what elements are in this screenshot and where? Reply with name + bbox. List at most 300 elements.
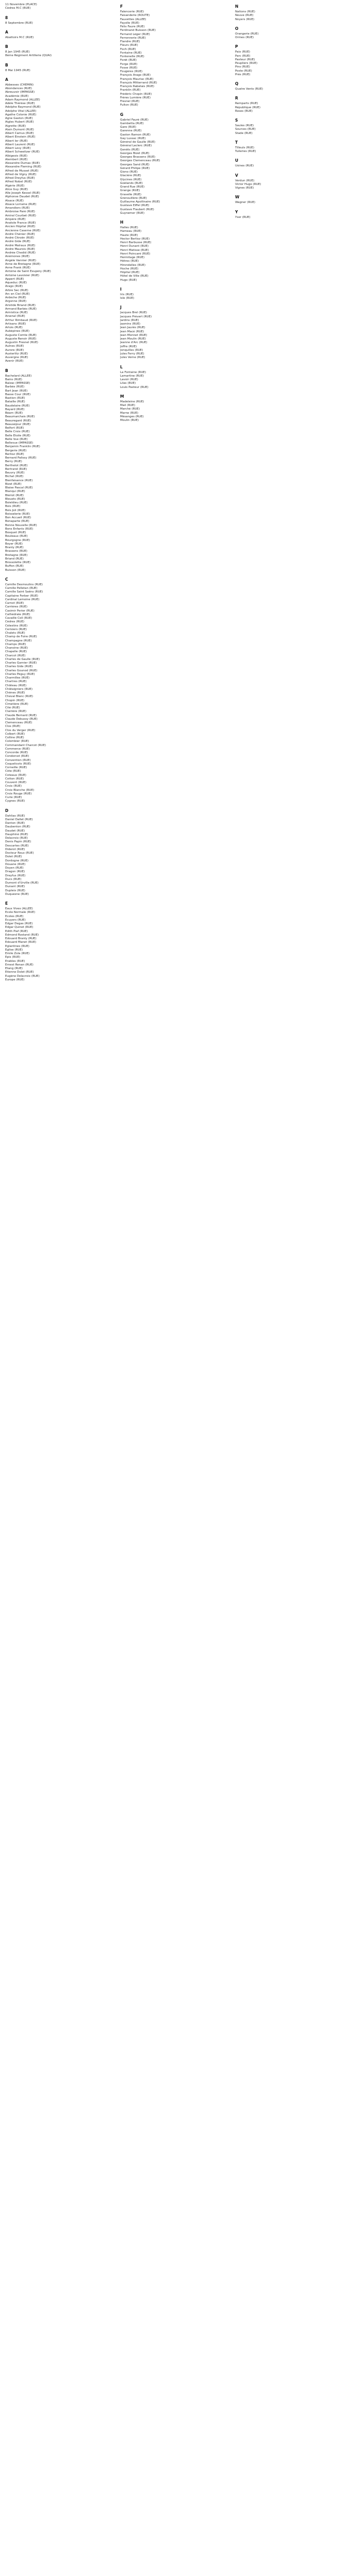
street-entry[interactable]: Claude Bernard (RUE)	[5, 714, 37, 717]
street-entry[interactable]: Bourgogne (RUE)	[5, 538, 30, 542]
street-entry[interactable]: Arc en Ciel (RUE)	[5, 292, 30, 296]
street-entry[interactable]: Arago (RUE)	[5, 285, 23, 289]
street-entry[interactable]: Charles de Gaulle (RUE)	[5, 657, 40, 661]
street-entry[interactable]: Edgar Degas (RUE)	[5, 922, 33, 925]
street-entry[interactable]: Balzac (IMPASSE)	[5, 382, 30, 385]
street-entry[interactable]: Georges Bizet (RUE)	[120, 151, 150, 155]
street-entry[interactable]: Albert Ier (RUE)	[5, 139, 28, 143]
street-entry[interactable]: Bleuets (RUE)	[5, 497, 25, 501]
street-entry[interactable]: Jasmins (RUE)	[120, 323, 141, 326]
street-entry[interactable]: Dahlias (RUE)	[5, 814, 25, 818]
street-entry[interactable]: Wagner (RUE)	[235, 201, 256, 205]
street-entry[interactable]: Georges Clemenceau (RUE)	[120, 159, 160, 163]
street-entry[interactable]: Bertrand (RUE)	[5, 467, 27, 471]
street-entry[interactable]: Blaise Pascal (RUE)	[5, 486, 33, 489]
street-entry[interactable]: Bernard Palissy (RUE)	[5, 456, 37, 460]
street-entry[interactable]: Croix Blanche (RUE)	[5, 788, 35, 792]
street-entry[interactable]: Appert (RUE)	[5, 277, 24, 281]
street-entry[interactable]: Ferronnerie (RUE)	[120, 36, 146, 40]
street-entry[interactable]: Dauphiné (RUE)	[5, 833, 28, 836]
street-entry[interactable]: Adam Raymond (ALLÉE)	[5, 98, 40, 101]
street-entry[interactable]: Yser (RUE)	[235, 215, 251, 219]
street-entry[interactable]: Cimetière (RUE)	[5, 702, 28, 706]
street-entry[interactable]: Bastion (RUE)	[5, 397, 25, 400]
street-entry[interactable]: Baudelaire (RUE)	[5, 404, 30, 408]
street-entry[interactable]: Ecuyers (RUE)	[5, 918, 26, 922]
street-entry[interactable]: Henri Poincaré (RUE)	[120, 252, 151, 256]
street-entry[interactable]: Emile Zola (RUE)	[5, 952, 30, 955]
street-entry[interactable]: Fontenelle (RUE)	[120, 55, 144, 58]
street-entry[interactable]: Fauvettes (ALLÉE)	[120, 18, 146, 21]
street-entry[interactable]: Ampère (RUE)	[5, 217, 26, 221]
street-entry[interactable]: Austerlitz (RUE)	[5, 352, 28, 355]
street-entry[interactable]: Champ de Foire (RUE)	[5, 635, 37, 639]
street-entry[interactable]: Jardins (RUE)	[120, 318, 139, 322]
street-entry[interactable]: Agne Gaston (RUE)	[5, 117, 33, 120]
street-entry[interactable]: Blériot (RUE)	[5, 494, 24, 497]
street-entry[interactable]: Eaux Vives (ALLÉE)	[5, 907, 33, 910]
street-entry[interactable]: Alsace (RUE)	[5, 199, 24, 202]
street-entry[interactable]: Avenir (RUE)	[5, 360, 24, 363]
street-entry[interactable]: Berry (RUE)	[5, 460, 22, 464]
street-entry[interactable]: Alle Joseph Kessel (RUE)	[5, 192, 40, 195]
street-entry[interactable]: Franklin (RUE)	[120, 89, 141, 92]
street-entry[interactable]: Ardèche (RUE)	[5, 296, 26, 299]
street-entry[interactable]: Bonne Nouvelle (RUE)	[5, 523, 37, 527]
street-entry[interactable]: Clemenceau (RUE)	[5, 721, 32, 724]
street-entry[interactable]: Mail (RUE)	[120, 404, 136, 407]
street-entry[interactable]: Fulton (RUE)	[120, 104, 138, 107]
street-entry[interactable]: Georges Sand (RUE)	[120, 163, 150, 166]
street-entry[interactable]: Douane (RUE)	[5, 862, 26, 866]
street-entry[interactable]: Camille Pelletan (RUE)	[5, 587, 38, 590]
street-entry[interactable]: 8 Jan 1945 (RUE)	[5, 50, 30, 54]
street-entry[interactable]: Ambroise Paré (RUE)	[5, 210, 35, 214]
street-entry[interactable]: André Maurois (RUE)	[5, 247, 35, 251]
street-entry[interactable]: Commandant Charcot (RUE)	[5, 743, 46, 747]
street-entry[interactable]: Charmilles (RUE)	[5, 676, 30, 680]
street-entry[interactable]: Briand (RUE)	[5, 557, 24, 561]
street-entry[interactable]: Blanqui (RUE)	[5, 490, 25, 494]
street-entry[interactable]: Fontaine (RUE)	[120, 51, 142, 55]
street-entry[interactable]: Poste (RUE)	[235, 69, 252, 73]
street-entry[interactable]: Alfred Nobel (RUE)	[5, 180, 32, 184]
street-entry[interactable]: Haute (RUE)	[120, 233, 138, 237]
street-entry[interactable]: Berthelot (RUE)	[5, 464, 28, 467]
street-entry[interactable]: Hêtres (RUE)	[120, 260, 139, 263]
street-entry[interactable]: Frères Lumière (RUE)	[120, 96, 151, 99]
street-entry[interactable]: Tuileries (RUE)	[235, 150, 256, 153]
street-entry[interactable]: Flandre (RUE)	[120, 40, 140, 43]
street-entry[interactable]: Ecole Normale (RUE)	[5, 911, 36, 914]
street-entry[interactable]: Champs (RUE)	[5, 642, 26, 646]
street-entry[interactable]: Colbert (RUE)	[5, 732, 25, 736]
street-entry[interactable]: Gustave Eiffel (RUE)	[120, 204, 150, 208]
street-entry[interactable]: Bois (RUE)	[5, 505, 21, 509]
street-entry[interactable]: Colombier (RUE)	[5, 740, 29, 743]
street-entry[interactable]: Pins (RUE)	[235, 65, 250, 69]
street-entry[interactable]: Bachelard (ALLÉE)	[5, 374, 32, 378]
street-entry[interactable]: Genêts (RUE)	[120, 148, 140, 151]
street-entry[interactable]: Andrée Chedid (RUE)	[5, 251, 36, 255]
street-entry[interactable]: Lavoir (RUE)	[120, 378, 138, 381]
street-entry[interactable]: Auvergne (RUE)	[5, 356, 28, 359]
street-entry[interactable]: François Rabelais (RUE)	[120, 85, 155, 88]
street-entry[interactable]: Augustin Fresnel (RUE)	[5, 341, 38, 344]
street-entry[interactable]: Ancienne Caserne (RUE)	[5, 229, 41, 232]
street-entry[interactable]: Albert Camus (RUE)	[5, 132, 34, 135]
street-entry[interactable]: Arbre Sec (RUE)	[5, 289, 28, 292]
street-entry[interactable]: Claude Debussy (RUE)	[5, 717, 38, 721]
street-entry[interactable]: Dunant (RUE)	[5, 885, 25, 889]
street-entry[interactable]: Amiral Courbet (RUE)	[5, 214, 36, 217]
street-entry[interactable]: 11 Novembre (PLACE)	[5, 3, 37, 6]
street-entry[interactable]: Jacques Brel (RUE)	[120, 311, 147, 315]
street-entry[interactable]: Charles Gounod (RUE)	[5, 669, 38, 672]
street-entry[interactable]: André Chénier (RUE)	[5, 232, 35, 236]
street-entry[interactable]: Jeanne d'Arc (RUE)	[120, 341, 147, 345]
street-entry[interactable]: Marne (RUE)	[120, 411, 139, 415]
street-entry[interactable]: Grand Rue (RUE)	[120, 185, 145, 189]
street-entry[interactable]: Bichat (RUE)	[5, 475, 24, 479]
street-entry[interactable]: Cèdres (RUE)	[5, 620, 25, 624]
street-entry[interactable]: Général Leclerc (RUE)	[120, 144, 152, 148]
street-entry[interactable]: Dragon (RUE)	[5, 870, 25, 874]
street-entry[interactable]: Roses (RUE)	[235, 109, 253, 113]
street-entry[interactable]: Couvent (RUE)	[5, 781, 27, 784]
street-entry[interactable]: Adolphe Raymond (RUE)	[5, 106, 41, 109]
street-entry[interactable]: Ferdinand Buisson (RUE)	[120, 29, 156, 32]
street-entry[interactable]: Alfred de Vigny (RUE)	[5, 173, 37, 176]
street-entry[interactable]: Bergerie (RUE)	[5, 449, 27, 452]
street-entry[interactable]: Edmond Rostand (RUE)	[5, 933, 39, 937]
street-entry[interactable]: Hermitage (RUE)	[120, 256, 145, 259]
street-entry[interactable]: Ducs (RUE)	[5, 877, 22, 881]
street-entry[interactable]: Parc (RUE)	[235, 54, 251, 58]
street-entry[interactable]: Henri Dunant (RUE)	[120, 245, 149, 248]
street-entry[interactable]: Daubenton (RUE)	[5, 825, 30, 829]
street-entry[interactable]: Noyers (RUE)	[235, 18, 255, 21]
street-entry[interactable]: Dreyfus (RUE)	[5, 874, 26, 877]
street-entry[interactable]: Gabriel Fauré (RUE)	[120, 118, 148, 122]
street-entry[interactable]: Faïencerie (RUE)	[120, 10, 144, 13]
street-entry[interactable]: Jonquilles (RUE)	[120, 348, 143, 352]
street-entry[interactable]: Bart Jean (RUE)	[5, 389, 28, 393]
street-entry[interactable]: Jules Ferry (RUE)	[120, 352, 144, 355]
street-entry[interactable]: Alfred Dreyfus (RUE)	[5, 177, 35, 180]
street-entry[interactable]: Diderot (RUE)	[5, 848, 25, 851]
street-entry[interactable]: Aristide Briand (RUE)	[5, 303, 36, 307]
street-entry[interactable]: Clairière (RUE)	[5, 710, 27, 714]
street-entry[interactable]: Adolphe Vital (ALLÉE)	[5, 109, 37, 113]
street-entry[interactable]: Auguste Renoir (RUE)	[5, 337, 37, 341]
street-entry[interactable]: Verdun (RUE)	[235, 179, 255, 182]
street-entry[interactable]: Charles Péguy (RUE)	[5, 672, 35, 676]
street-entry[interactable]: Eugène Delacroix (RUE)	[5, 974, 40, 978]
street-entry[interactable]: Alembert (RUE)	[5, 158, 28, 161]
street-entry[interactable]: Cité (RUE)	[5, 706, 20, 709]
street-entry[interactable]: Vignes (RUE)	[235, 187, 254, 190]
street-entry[interactable]: Cavaillé Coll (RUE)	[5, 617, 32, 620]
street-entry[interactable]: Charles Gide (RUE)	[5, 665, 33, 669]
street-entry[interactable]: Auguste Comte (RUE)	[5, 333, 37, 337]
street-entry[interactable]: Edith Piaf (RUE)	[5, 929, 28, 933]
street-entry[interactable]: Epis (RUE)	[5, 956, 21, 959]
street-entry[interactable]: Hôpital (RUE)	[120, 271, 140, 274]
street-entry[interactable]: Bouleaux (RUE)	[5, 535, 28, 538]
street-entry[interactable]: Albert Levy (RUE)	[5, 147, 31, 150]
street-entry[interactable]: Bataille (RUE)	[5, 400, 25, 404]
street-entry[interactable]: Jules Verne (RUE)	[120, 356, 145, 360]
street-entry[interactable]: Stade (RUE)	[235, 131, 253, 135]
street-entry[interactable]: Prés (RUE)	[235, 73, 251, 76]
street-entry[interactable]: Danton (RUE)	[5, 822, 25, 825]
street-entry[interactable]: Branly (RUE)	[5, 546, 24, 549]
street-entry[interactable]: Tilleuls (RUE)	[235, 146, 255, 149]
street-entry[interactable]: Adèle Thérèse (RUE)	[5, 102, 35, 105]
street-entry[interactable]: Boieldieu (RUE)	[5, 501, 28, 504]
street-entry[interactable]: Grenouillère (RUE)	[120, 196, 147, 200]
street-entry[interactable]: Louis Pasteur (RUE)	[120, 385, 148, 389]
street-entry[interactable]: Armand Barbès (RUE)	[5, 307, 37, 311]
street-entry[interactable]: Alexandre Fleming (RUE)	[5, 165, 41, 169]
street-entry[interactable]: Belle Etoile (RUE)	[5, 434, 30, 437]
street-entry[interactable]: Gare (RUE)	[120, 126, 137, 129]
street-entry[interactable]: République (RUE)	[235, 106, 261, 109]
street-entry[interactable]: Bonaparte (RUE)	[5, 520, 29, 523]
street-entry[interactable]: Clos du Verger (RUE)	[5, 728, 36, 732]
street-entry[interactable]: Guillaume Apollinaire (RUE)	[120, 200, 160, 204]
street-entry[interactable]: Edouard Manet (RUE)	[5, 941, 37, 944]
street-entry[interactable]: Etienne Dolet (RUE)	[5, 971, 34, 974]
street-entry[interactable]: Barbès (RUE)	[5, 385, 25, 389]
street-entry[interactable]: Boyer (RUE)	[5, 542, 23, 546]
street-entry[interactable]: Saules (RUE)	[235, 124, 254, 127]
street-entry[interactable]: Clos (RUE)	[5, 725, 21, 728]
street-entry[interactable]: Fosse (RUE)	[120, 66, 138, 70]
street-entry[interactable]: Hoche (RUE)	[120, 267, 139, 270]
street-entry[interactable]: Usines (RUE)	[235, 164, 254, 168]
street-entry[interactable]: Descartes (RUE)	[5, 844, 29, 848]
street-entry[interactable]: Halles (RUE)	[120, 226, 138, 229]
street-entry[interactable]: Hirondelles (RUE)	[120, 263, 146, 267]
street-entry[interactable]: Brassens (RUE)	[5, 550, 27, 553]
street-entry[interactable]: Aurore (RUE)	[5, 348, 24, 352]
street-entry[interactable]: Marché (RUE)	[120, 408, 140, 411]
street-entry[interactable]: Guynemer (RUE)	[120, 211, 145, 215]
street-entry[interactable]: Cathédrale (RUE)	[5, 613, 30, 616]
street-entry[interactable]: Boisselerie (RUE)	[5, 512, 30, 516]
street-entry[interactable]: Abbesses (CHEMIN)	[5, 83, 34, 87]
street-entry[interactable]: Bayard (RUE)	[5, 408, 25, 411]
street-entry[interactable]: Forge (RUE)	[120, 62, 138, 66]
street-entry[interactable]: Beauregard (RUE)	[5, 419, 31, 422]
street-entry[interactable]: Coteaux (RUE)	[5, 773, 26, 777]
street-entry[interactable]: Dolet (RUE)	[5, 855, 22, 859]
street-entry[interactable]: Carrières (RUE)	[5, 605, 28, 609]
street-entry[interactable]: Gay Lussac (RUE)	[120, 137, 146, 140]
street-entry[interactable]: Bons Enfants (RUE)	[5, 527, 34, 531]
street-entry[interactable]: Camille Saint Saëns (RUE)	[5, 590, 43, 594]
street-entry[interactable]: Algérie (RUE)	[5, 184, 25, 188]
street-entry[interactable]: Joffre (RUE)	[120, 345, 137, 348]
street-entry[interactable]: Henri Matisse (RUE)	[120, 248, 149, 252]
street-entry[interactable]: Isle (RUE)	[120, 297, 135, 300]
street-entry[interactable]: Henri Barbusse (RUE)	[120, 241, 152, 244]
street-entry[interactable]: Erables (RUE)	[5, 959, 25, 963]
street-entry[interactable]: Daniel Dallet (RUE)	[5, 818, 33, 821]
street-entry[interactable]: François Mitterrand (RUE)	[120, 81, 157, 84]
street-entry[interactable]: Anatole France (RUE)	[5, 222, 36, 225]
street-entry[interactable]: Doyen (RUE)	[5, 867, 24, 870]
street-entry[interactable]: Eglise (RUE)	[5, 948, 23, 952]
street-entry[interactable]: Belle Croix (RUE)	[5, 430, 30, 434]
street-entry[interactable]: André Citroën (RUE)	[5, 236, 35, 240]
street-entry[interactable]: Hugo (RUE)	[120, 278, 137, 282]
street-entry[interactable]: Armistice (RUE)	[5, 311, 28, 314]
street-entry[interactable]: Château (RUE)	[5, 684, 27, 687]
street-entry[interactable]: Châtaigniers (RUE)	[5, 687, 33, 691]
street-entry[interactable]: Gaston Ramon (RUE)	[120, 133, 151, 137]
street-entry[interactable]: Amandiers (RUE)	[5, 207, 30, 210]
street-entry[interactable]: Fayolle (RUE)	[120, 21, 140, 25]
street-entry[interactable]: Forêt (RUE)	[120, 59, 137, 62]
street-entry[interactable]: Champagne (RUE)	[5, 639, 32, 642]
street-entry[interactable]: Convention (RUE)	[5, 758, 31, 762]
street-entry[interactable]: 8ème Régiment Artillerie (QUAI)	[5, 54, 52, 58]
street-entry[interactable]: Côte (RUE)	[5, 770, 21, 773]
street-entry[interactable]: Dumont d'Urville (RUE)	[5, 882, 39, 885]
street-entry[interactable]: Cheval Blanc (RUE)	[5, 695, 34, 699]
street-entry[interactable]: La Fontaine (RUE)	[120, 370, 146, 374]
street-entry[interactable]: Colline (RUE)	[5, 736, 24, 739]
street-entry[interactable]: Ernest Renan (RUE)	[5, 963, 34, 967]
street-entry[interactable]: Berlioz (RUE)	[5, 452, 24, 456]
street-entry[interactable]: Chalets (RUE)	[5, 632, 25, 635]
street-entry[interactable]: Camille Desmoulins (RUE)	[5, 583, 43, 586]
street-entry[interactable]: Jean Monnet (RUE)	[120, 333, 147, 337]
street-entry[interactable]: Alexandre Dumas (RUE)	[5, 162, 40, 165]
street-entry[interactable]: Goélands (RUE)	[120, 181, 143, 185]
street-entry[interactable]: Bois Joli (RUE)	[5, 509, 26, 512]
street-entry[interactable]: Hameau (RUE)	[120, 230, 142, 233]
street-entry[interactable]: Jean Moulin (RUE)	[120, 337, 146, 341]
street-entry[interactable]: Paix (RUE)	[235, 50, 251, 54]
street-entry[interactable]: Fleurs (RUE)	[120, 44, 138, 47]
street-entry[interactable]: Gérard Philipe (RUE)	[120, 166, 150, 170]
street-entry[interactable]: François Arago (RUE)	[120, 74, 151, 77]
street-entry[interactable]: Glycines (RUE)	[120, 178, 142, 181]
street-entry[interactable]: Commerce (RUE)	[5, 747, 30, 751]
street-entry[interactable]: Edgar Quinet (RUE)	[5, 926, 34, 929]
street-entry[interactable]: Chopin (RUE)	[5, 699, 25, 702]
street-entry[interactable]: Abreuvoir (IMPASSE)	[5, 91, 35, 94]
street-entry[interactable]: Gravelle (RUE)	[120, 193, 142, 196]
street-entry[interactable]: Antoine de Saint Exupéry (RUE)	[5, 270, 51, 274]
street-entry[interactable]: Fresnel (RUE)	[120, 100, 140, 103]
street-entry[interactable]: Cotton (RUE)	[5, 777, 24, 781]
street-entry[interactable]: Chapelle (RUE)	[5, 650, 27, 654]
street-entry[interactable]: Artois (RUE)	[5, 326, 23, 329]
street-entry[interactable]: Chênes (RUE)	[5, 691, 25, 694]
street-entry[interactable]: Giono (RUE)	[120, 171, 138, 174]
street-entry[interactable]: Arthur Rimbaud (RUE)	[5, 318, 38, 322]
street-entry[interactable]: Edouard Branly (RUE)	[5, 937, 37, 940]
street-entry[interactable]: Aigrette (RUE)	[5, 124, 26, 128]
street-entry[interactable]: Béarn (RUE)	[5, 412, 23, 415]
street-entry[interactable]: Capitaine Ferber (RUE)	[5, 594, 38, 598]
street-entry[interactable]: Abondances (RUE)	[5, 87, 32, 90]
street-entry[interactable]: Brossolette (RUE)	[5, 561, 31, 564]
street-entry[interactable]: Anne de Bretagne (RUE)	[5, 262, 41, 266]
street-entry[interactable]: Delacroix (RUE)	[5, 837, 28, 840]
street-entry[interactable]: Buffon (RUE)	[5, 565, 24, 568]
street-entry[interactable]: Croix (RUE)	[5, 785, 22, 788]
street-entry[interactable]: Albigeois (RUE)	[5, 154, 28, 158]
street-entry[interactable]: Beaumarchais (RUE)	[5, 415, 35, 419]
street-entry[interactable]: Denis Papin (RUE)	[5, 840, 31, 844]
street-entry[interactable]: Foch (RUE)	[120, 47, 136, 51]
street-entry[interactable]: Lilas (RUE)	[120, 382, 136, 385]
street-entry[interactable]: Alphonse Daudet (RUE)	[5, 195, 39, 199]
street-entry[interactable]: Hôtel de Ville (RUE)	[120, 275, 148, 278]
street-entry[interactable]: Alsace Lorraine (RUE)	[5, 202, 37, 206]
street-entry[interactable]: Anne Frank (RUE)	[5, 266, 31, 269]
street-entry[interactable]: Bains (RUE)	[5, 378, 22, 381]
street-entry[interactable]: Casimir Perier (RUE)	[5, 609, 35, 613]
street-entry[interactable]: Jacques Prévert (RUE)	[120, 315, 152, 318]
street-entry[interactable]: Cèdres M.C (RUE)	[5, 7, 31, 10]
street-entry[interactable]: Antoine Lavoisier (RUE)	[5, 274, 40, 277]
street-entry[interactable]: Aqueduc (RUE)	[5, 281, 27, 284]
street-entry[interactable]: Corneille (RUE)	[5, 766, 27, 769]
street-entry[interactable]: Victor Hugo (RUE)	[235, 182, 261, 186]
street-entry[interactable]: Chanoine (RUE)	[5, 647, 28, 650]
street-entry[interactable]: Général de Gaulle (RUE)	[120, 141, 156, 144]
street-entry[interactable]: Anémones (RUE)	[5, 255, 30, 259]
street-entry[interactable]: Bizet (RUE)	[5, 482, 22, 486]
street-entry[interactable]: Cardinal Lemoine (RUE)	[5, 598, 40, 601]
street-entry[interactable]: Concorde (RUE)	[5, 751, 28, 754]
street-entry[interactable]: Albert Laurent (RUE)	[5, 143, 35, 146]
street-entry[interactable]: Neuve (RUE)	[235, 14, 254, 18]
street-entry[interactable]: Croix Rouge (RUE)	[5, 792, 32, 795]
street-entry[interactable]: Georges Brassens (RUE)	[120, 156, 156, 159]
street-entry[interactable]: Lamartine (RUE)	[120, 374, 144, 378]
street-entry[interactable]: Charcot (RUE)	[5, 654, 26, 657]
street-entry[interactable]: Carnot (RUE)	[5, 602, 24, 605]
street-entry[interactable]: Etang (RUE)	[5, 967, 23, 970]
street-entry[interactable]: Faisanderie (ROUTE)	[120, 14, 150, 18]
street-entry[interactable]: Aubépines (RUE)	[5, 330, 30, 333]
street-entry[interactable]: Sources (RUE)	[235, 128, 256, 131]
street-entry[interactable]: Alain Dumont (RUE)	[5, 128, 34, 131]
street-entry[interactable]: Gambetta (RUE)	[120, 122, 144, 125]
street-entry[interactable]: Bon Accueil (RUE)	[5, 516, 31, 519]
street-entry[interactable]: Nations (RUE)	[235, 10, 255, 13]
street-entry[interactable]: Quatre Vents (RUE)	[235, 88, 263, 91]
street-entry[interactable]: 8 Mai 1945 (RUE)	[5, 69, 30, 72]
street-entry[interactable]: Glacière (RUE)	[120, 174, 141, 178]
street-entry[interactable]: Gustave Flaubert (RUE)	[120, 208, 154, 211]
street-entry[interactable]: Bretagne (RUE)	[5, 553, 28, 557]
street-entry[interactable]: Dupleix (RUE)	[5, 889, 25, 892]
street-entry[interactable]: Arsenal (RUE)	[5, 315, 25, 318]
street-entry[interactable]: Belfort (RUE)	[5, 427, 24, 430]
street-entry[interactable]: Peupliers (RUE)	[235, 62, 258, 65]
street-entry[interactable]: Buisson (RUE)	[5, 568, 26, 572]
street-entry[interactable]: Hector Berlioz (RUE)	[120, 237, 150, 241]
